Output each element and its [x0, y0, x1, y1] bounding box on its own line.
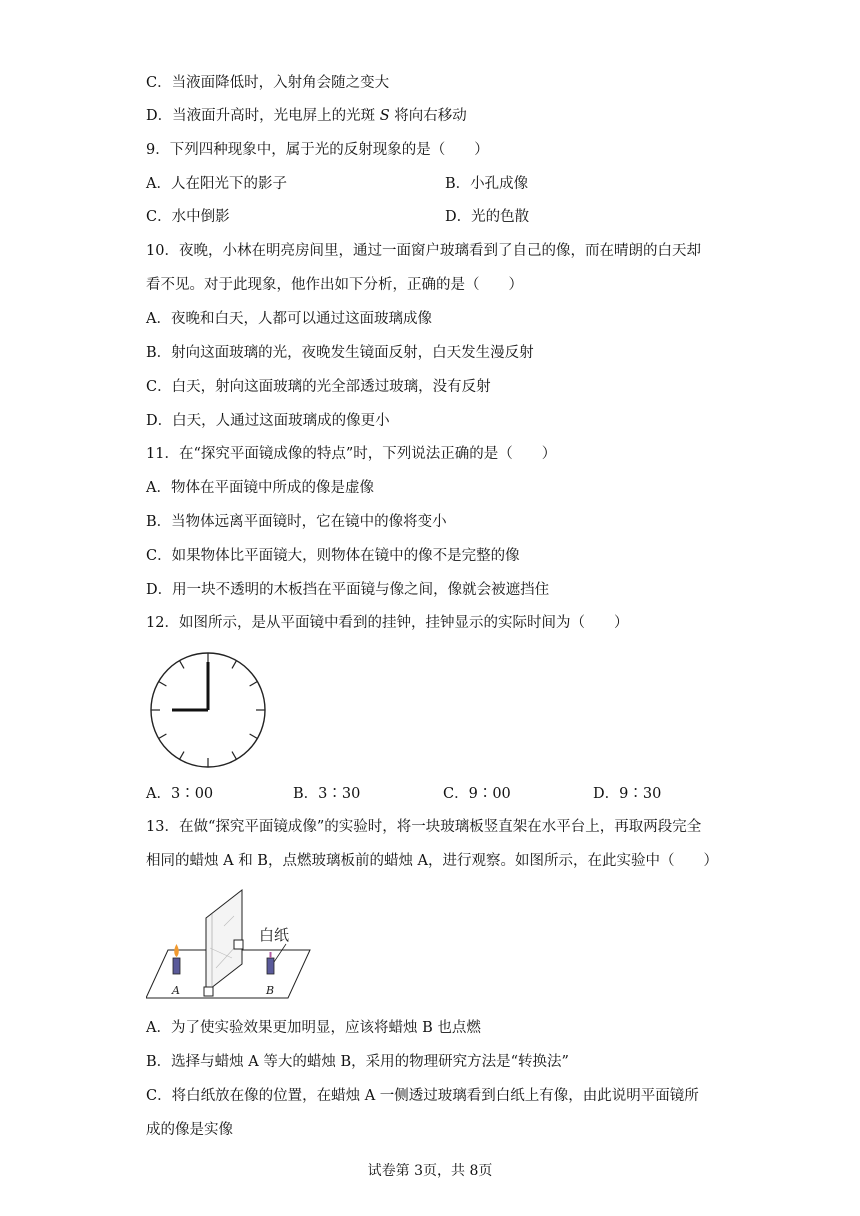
q13-option-c-line2: 成的像是实像 [146, 1122, 233, 1138]
white-paper-label: 白纸 [259, 926, 290, 944]
q8-option-d-spot: S [379, 108, 390, 124]
q10-option-b: B．射向这面玻璃的光，夜晚发生镜面反射，白天发生漫反射 [146, 345, 534, 361]
q11-option-b: B．当物体远离平面镜时，它在镜中的像将变小 [146, 514, 447, 530]
q11-option-c: C．如果物体比平面镜大，则物体在镜中的像不是完整的像 [146, 548, 520, 564]
q13-stem-line2: 相同的蜡烛 A 和 B，点燃玻璃板前的蜡烛 A，进行观察。如图所示，在此实验中（ ） [146, 853, 719, 869]
q11-option-a: A．物体在平面镜中所成的像是虚像 [146, 480, 374, 496]
candle-a-label: A [172, 984, 180, 997]
q12-option-c: C．9∶00 [443, 786, 511, 802]
q11-option-d: D．用一块不透明的木板挡在平面镜与像之间，像就会被遮挡住 [146, 582, 550, 598]
q9-option-c: C．水中倒影 [146, 209, 230, 225]
q8-option-c: C．当液面降低时，入射角会随之变大 [146, 75, 390, 91]
q13-option-b: B．选择与蜡烛 A 等大的蜡烛 B，采用的物理研究方法是“转换法” [146, 1054, 569, 1070]
q13-option-a: A．为了使实验效果更加明显，应该将蜡烛 B 也点燃 [146, 1020, 481, 1036]
q12-option-d: D．9∶30 [593, 786, 662, 802]
q11-stem: 11．在“探究平面镜成像的特点”时，下列说法正确的是（ ） [146, 446, 557, 462]
q13-stem-line1: 13．在做“探究平面镜成像”的实验时，将一块玻璃板竖直架在水平台上，再取两段完全 [146, 819, 702, 835]
q10-option-c: C．白天，射向这面玻璃的光全部透过玻璃，没有反射 [146, 379, 491, 395]
q9-stem: 9．下列四种现象中，属于光的反射现象的是（ ） [146, 142, 489, 158]
page-footer: 试卷第 3页，共 8页 [367, 1163, 493, 1179]
plane-mirror-experiment-figure [146, 886, 316, 1004]
q8-option-d-text-2: 将向右移动 [389, 108, 467, 124]
q10-option-a: A．夜晚和白天，人都可以通过这面玻璃成像 [146, 311, 432, 327]
q12-option-b: B．3∶30 [293, 786, 361, 802]
q8-option-d-text-1: D．当液面升高时，光电屏上的光斑 [146, 108, 380, 124]
q9-option-b: B．小孔成像 [445, 176, 529, 192]
q9-option-d: D．光的色散 [445, 209, 530, 225]
q12-stem: 12．如图所示，是从平面镜中看到的挂钟，挂钟显示的实际时间为（ ） [146, 615, 629, 631]
q10-stem-line2: 看不见。对于此现象，他作出如下分析，正确的是（ ） [146, 277, 523, 293]
q10-stem-line1: 10．夜晚，小林在明亮房间里，通过一面窗户玻璃看到了自己的像，而在晴朗的白天却 [146, 243, 701, 259]
mirror-clock-figure [146, 648, 270, 772]
candle-b-label: B [266, 984, 275, 997]
q10-option-d: D．白天，人通过这面玻璃成的像更小 [146, 413, 390, 429]
q12-option-a: A．3∶00 [146, 786, 214, 802]
q8-option-d [146, 106, 467, 126]
q13-option-c-line1: C．将白纸放在像的位置，在蜡烛 A 一侧透过玻璃看到白纸上有像，由此说明平面镜所 [146, 1088, 699, 1104]
q9-option-a: A．人在阳光下的影子 [146, 176, 287, 192]
